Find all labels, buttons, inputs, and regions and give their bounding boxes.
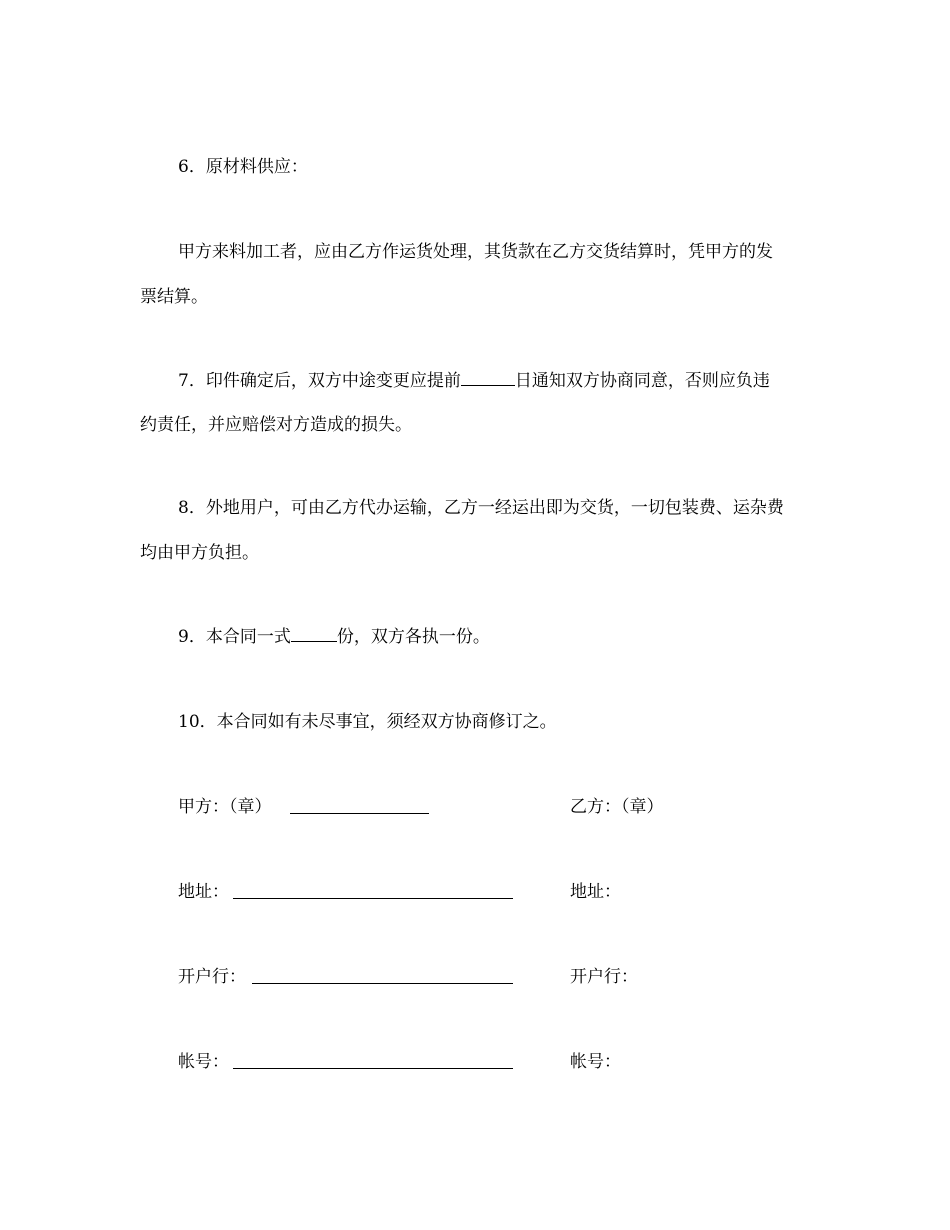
clause-10: 10．本合同如有未尽事宜，须经双方协商修订之。 <box>178 712 557 732</box>
party-a-underline <box>290 813 429 814</box>
account-a-underline <box>233 1068 513 1069</box>
address-b-label: 地址： <box>570 882 621 902</box>
bank-b-label: 开户行： <box>570 967 638 987</box>
clause-9-text-a: 9．本合同一式 <box>178 627 291 647</box>
party-b-label: 乙方：（章） <box>570 797 664 817</box>
party-a-label: 甲方：（章） <box>178 797 272 817</box>
account-a-label: 帐号： <box>178 1052 229 1072</box>
account-b-label: 帐号： <box>570 1052 621 1072</box>
clause-7-text-b: 日通知双方协商同意，否则应负违 <box>514 371 770 391</box>
clause-9-copies-blank <box>291 625 337 642</box>
bank-a-underline <box>252 983 513 984</box>
clause-6-title: 6．原材料供应： <box>178 157 308 177</box>
clause-7-text-a: 7．印件确定后，双方中途变更应提前 <box>178 371 461 391</box>
bank-a-label: 开户行： <box>178 967 246 987</box>
clause-8-line-1: 8．外地用户，可由乙方代办运输，乙方一经运出即为交货，一切包装费、运杂费 <box>178 498 784 518</box>
clause-9 <box>178 625 858 648</box>
address-a-underline <box>233 898 513 899</box>
clause-9-text-b: 份，双方各执一份。 <box>336 627 490 647</box>
clause-7-line-2: 约责任，并应赔偿对方造成的损失。 <box>140 415 412 435</box>
clause-8-line-2: 均由甲方负担。 <box>140 543 259 563</box>
clause-7-days-blank <box>461 369 515 386</box>
address-a-label: 地址： <box>178 882 229 902</box>
clause-6-line-1: 甲方来料加工者，应由乙方作运货处理，其货款在乙方交货结算时，凭甲方的发 <box>178 242 773 262</box>
clause-7-line-1 <box>178 369 858 392</box>
clause-6-line-2: 票结算。 <box>140 287 208 307</box>
